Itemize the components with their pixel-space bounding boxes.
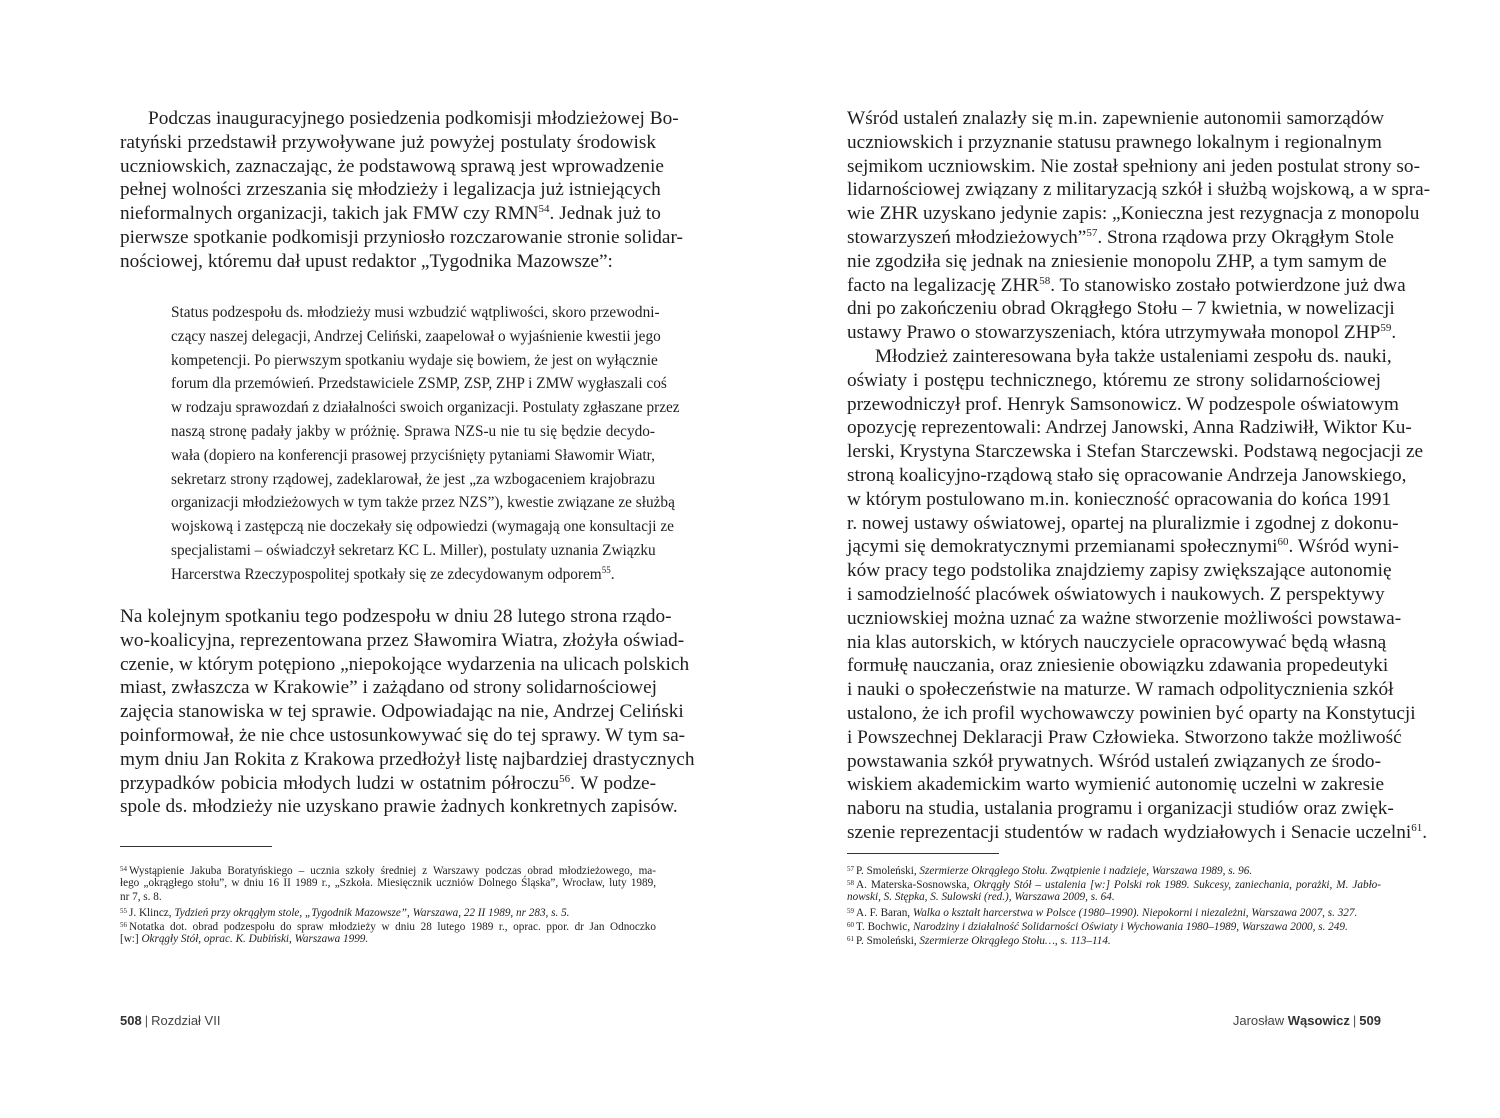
text-segment: . — [610, 565, 615, 583]
footnote-title: Okrągły Stół – ustalenia [w:] Polski rok 1989. Sukcesy, zaniechania, porażki, M. Jabło- — [973, 879, 1381, 891]
footnote-ref-61[interactable]: 61 — [1411, 821, 1423, 834]
footnote-ref-57[interactable]: 57 — [1086, 226, 1098, 239]
text-line: uczniowskich, zaznaczając, że podstawową sprawą jest wprowadzenie — [120, 155, 664, 177]
text-segment: . To stanowisko zostało potwierdzone już dwa — [1050, 274, 1406, 296]
left-paragraph-2 — [120, 605, 695, 819]
text-line: ków pracy tego podstolika znajdziemy zapisy zwiększające autonomię — [847, 560, 1392, 582]
footnote-number: 60 — [847, 921, 854, 929]
quote-line — [171, 563, 655, 587]
text-line: sejmikom uczniowskim. Nie został spełniony ani jeden postulat strony so- — [847, 155, 1420, 177]
text-line: naboru na studia, ustalania programu i organizacji studiów oraz zwięk- — [847, 798, 1394, 820]
text-segment: . Wśród wyni- — [1288, 536, 1399, 558]
footnote-61 — [847, 932, 1381, 946]
footnote-separator — [120, 846, 272, 847]
footnote-55 — [120, 904, 656, 918]
footnote-number: 57 — [847, 865, 854, 873]
footnote-60 — [847, 918, 1381, 932]
author-first-name: Jarosław — [1232, 1013, 1285, 1028]
text-line — [847, 274, 1406, 298]
text-line: uczniowskich i przyznanie statusu prawnego lokalnym i regionalnym — [847, 131, 1382, 153]
text-line: pierwsze spotkanie podkomisji przyniosło rozczarowanie stronie solidar- — [120, 226, 683, 248]
text-line: Na kolejnym spotkaniu tego podzespołu w dniu 28 lutego strona rządo- — [120, 606, 672, 627]
text-segment: . W podze- — [570, 772, 656, 794]
author-last-name: Wąsowicz — [1287, 1013, 1350, 1028]
text-line: stroną koalicyjno-rządową stało się opracowanie Andrzeja Janowskiego, — [847, 464, 1407, 486]
text-line — [847, 535, 1399, 559]
quote-line: wała (dopiero na konferencji prasowej przyciśnięty pytaniami Sławomir Wiatr, — [171, 446, 655, 464]
text-segment: przypadków pobicia młodych ludzi w ostatnim półroczu — [120, 772, 560, 794]
text-line — [847, 321, 1397, 345]
block-quote — [171, 301, 680, 587]
footnote-number: 54 — [120, 865, 127, 873]
text-line — [847, 821, 1428, 845]
footnote-ref-54[interactable]: 54 — [538, 203, 550, 216]
footnote-line: nr 7, s. 8. — [120, 891, 162, 903]
footnote-text: P. Smoleński, — [856, 865, 920, 877]
text-segment: jącymi się demokratycznymi przemianami społecznymi — [847, 536, 1278, 558]
footnote-text: P. Smoleński, — [856, 935, 920, 947]
text-line: przewodniczył prof. Henryk Samsonowicz. W podzespole oświatowym — [847, 393, 1399, 415]
footnote-title: Walka o kształt harcerstwa w Polsce (1980–1990). Niepokorni i niezależni, Warszawa 2007, s. 327. — [912, 907, 1358, 919]
footnote-title: Tydzień przy okrągłym stole, „Tygodnik Mazowsze”, Warszawa, 22 II 1989, nr 283, s. 5. — [174, 907, 570, 919]
text-line: Podczas inauguracyjnego posiedzenia podkomisji młodzieżowej Bo- — [148, 108, 679, 129]
footnote-line: łego „okrągłego stołu”, w dniu 16 II 1989 r., „Szkoła. Miesięcznik uczniów Dolnego Śląska”, Wrocław, luty 1989, — [120, 877, 656, 889]
text-segment: stowarzyszeń młodzieżowych” — [847, 226, 1087, 248]
footnote-line — [120, 932, 656, 946]
quote-line: sekretarz strony rządowej, zadeklarował, że jest „za wzbogaceniem krajobrazu — [171, 470, 655, 488]
right-page-footer — [1233, 1013, 1381, 1028]
text-line: mym dniu Jan Rokita z Krakowa przedłożył listę najbardziej drastycznych — [120, 748, 695, 770]
text-line: miast, zwłaszcza w Krakowie” i zażądano od strony solidarnościowej — [120, 677, 658, 699]
text-line: wo-koalicyjna, reprezentowana przez Sławomira Wiatra, złożyła oświad- — [120, 629, 685, 651]
text-line: Młodzież zainteresowana była także ustaleniami zespołu ds. nauki, — [875, 345, 1392, 367]
text-segment: Harcerstwa Rzeczypospolitej spotkały się ze zdecydowanym odporem — [171, 565, 602, 583]
quote-line: Status podzespołu ds. młodzieży musi wzbudzić wątpliwości, skoro przewodni- — [171, 304, 660, 321]
footnotes-left — [120, 862, 656, 946]
text-line: oświaty i postępu technicznego, któremu ze strony solidarnościowej — [847, 369, 1381, 391]
footnote-number: 56 — [120, 921, 127, 929]
footnote-title: Okrągły Stół, oprac. K. Dubiński, Warszawa 1999. — [141, 933, 369, 945]
quote-line: organizacji młodzieżowych w tym także przez NZS”), kwestie związane ze służbą — [171, 494, 675, 512]
footnote-56 — [120, 918, 656, 932]
text-line: Wśród ustaleń znalazły się m.in. zapewnienie autonomii samorządów — [847, 108, 1385, 129]
text-line: r. nowej ustawy oświatowej, opartej na pluralizmie i zgodnej z dokonu- — [847, 512, 1399, 534]
text-segment: . — [1422, 821, 1428, 843]
text-line: pełnej wolności zrzeszania się młodzieży i legalizacja już istniejących — [120, 179, 661, 201]
footnote-ref-58[interactable]: 58 — [1039, 274, 1051, 287]
text-line: uczniowskiej można uznać za ważne stworzenie możliwości powstawa- — [847, 607, 1402, 629]
text-line: nia klas autorskich, w których nauczyciele opracowywać będą własną — [847, 631, 1387, 653]
text-line: spole ds. młodzieży nie uzyskano prawie żadnych konkretnych zapisów. — [120, 796, 678, 818]
text-segment: ustawy Prawo o stowarzyszeniach, która utrzymywała monopol ZHP — [847, 322, 1381, 344]
footnote-text: [w:] — [120, 933, 142, 945]
text-segment: facto na legalizację ZHR — [847, 274, 1040, 296]
text-line: ratyński przedstawił przywoływane już powyżej postulaty środowisk — [120, 131, 656, 153]
footnote-text: J. Klincz, — [129, 907, 175, 919]
text-line: poinformował, że nie chce ustosunkowywać się do tej sprawy. W tym sa- — [120, 724, 686, 746]
text-line: lerski, Krystyna Starczewska i Stefan Starczewski. Podstawą negocjacji ze — [847, 441, 1424, 463]
footer-separator: | — [1352, 1013, 1357, 1028]
text-segment: . Jednak już to — [549, 203, 661, 225]
text-line: nościowej, któremu dał upust redaktor „Tygodnika Mazowsze”: — [120, 250, 613, 272]
footnote-ref-56[interactable]: 56 — [559, 772, 571, 785]
footnote-text: Wystąpienie Jakuba Boratyńskiego – ucznia szkoły średniej z Warszawy podczas obrad młodzieżowego, ma- — [129, 865, 656, 877]
footnote-title: Szermierze Okrągłego Stołu…, s. 113–114. — [919, 935, 1111, 947]
left-paragraph-1 — [120, 107, 683, 274]
quote-line: wojskową i zastępczą nie doczekały się odpowiedzi (wymagają one konsultacji ze — [171, 518, 674, 536]
footnote-text: A. F. Baran, — [856, 907, 913, 919]
text-line: i nauki o społeczeństwie na maturze. W ramach odpolitycznienia szkół — [847, 679, 1394, 701]
text-line: powstawania szkół prywatnych. Wśród ustaleń związanych ze środo- — [847, 750, 1381, 772]
text-segment: szenie reprezentacji studentów w radach wydziałowych i Senacie uczelni — [847, 821, 1412, 843]
footnote-text: Notatka dot. obrad podzespołu do spraw młodzieży w dniu 28 lutego 1989 r., oprac. ppor. dr Jan Odnoczko — [129, 921, 656, 933]
quote-line: w rodzaju sprawozdań z działalności swoich organizacji. Postulaty zgłaszane przez — [171, 399, 680, 417]
footnote-line — [847, 890, 1381, 904]
text-line: dni po zakończeniu obrad Okrągłego Stołu – 7 kwietnia, w nowelizacji — [847, 298, 1395, 320]
text-line: wiskiem akademickim warto wymienić autonomię uczelni w zakresie — [847, 774, 1385, 796]
footnote-ref-60[interactable]: 60 — [1277, 536, 1289, 549]
text-segment: . Strona rządowa przy Okrągłym Stole — [1097, 226, 1394, 248]
footnote-number: 61 — [847, 935, 854, 943]
text-line: i samodzielność placówek oświatowych i naukowych. Z perspektywy — [847, 583, 1385, 605]
quote-line: forum dla przemówień. Przedstawiciele ZSMP, ZSP, ZHP i ZMW wygłaszali coś — [171, 375, 667, 393]
right-body-text — [847, 107, 1431, 845]
footnote-number: 59 — [847, 907, 854, 915]
text-segment: nieformalnych organizacji, takich jak FMW czy RMN — [120, 203, 539, 225]
footer-separator: | — [144, 1013, 149, 1028]
left-page-footer — [120, 1013, 220, 1028]
footnote-54 — [120, 862, 656, 876]
footnote-ref-59[interactable]: 59 — [1380, 322, 1392, 335]
quote-line: specjalistami – oświadczył sekretarz KC L. Miller), postulaty uznania Związku — [171, 541, 656, 559]
quote-line: czący naszej delegacji, Andrzej Celiński, zaapelował o wyjaśnienie kwestii jego — [171, 327, 661, 345]
text-line: i Powszechnej Deklaracji Praw Człowieka. Stworzono także możliwość — [847, 726, 1402, 748]
footnote-57 — [847, 862, 1381, 876]
chapter-label: Rozdział VII — [151, 1013, 221, 1028]
footnote-text: T. Bochwic, — [856, 921, 913, 933]
footnote-ref-55[interactable]: 55 — [601, 564, 611, 575]
right-page — [750, 0, 1500, 1118]
text-line — [847, 226, 1394, 250]
quote-line: kompetencji. Po pierwszym spotkaniu wydaje się bowiem, że jest on wyłącznie — [171, 351, 658, 369]
page-number: 508 — [120, 1013, 142, 1028]
footnote-separator — [847, 853, 999, 854]
text-line: czenie, w którym potępiono „niepokojące wydarzenia na ulicach polskich — [120, 653, 690, 675]
footnote-title: Narodziny i działalność Solidarności Oświaty i Wychowania 1980–1989, Warszawa 2000, s. 249. — [912, 921, 1348, 933]
footnote-title: nowski, S. Stępka, S. Sulowski (red.), Warszawa 2009, s. 64. — [847, 891, 1115, 903]
footnotes-right — [847, 862, 1381, 946]
text-line: wie ZHR uzyskano jedynie zapis: „Konieczna jest rezygnacja z monopolu — [847, 203, 1420, 225]
text-line: ustalono, że ich profil wychowawczy powinien być oparty na Konstytucji — [847, 702, 1416, 724]
text-line — [120, 202, 661, 226]
text-line: formułę nauczania, oraz zniesienie obowiązku zdawania propedeutyki — [847, 655, 1389, 677]
text-line: opozycję reprezentowali: Andrzej Janowski, Anna Radziwiłł, Wiktor Ku- — [847, 417, 1412, 439]
footnote-59 — [847, 904, 1381, 918]
quote-line: naszą stronę padały jakby w próżnię. Sprawa NZS-u nie tu się będzie decydo- — [171, 422, 655, 440]
page-number: 509 — [1359, 1013, 1381, 1028]
footnote-title: Szermierze Okrągłego Stołu. Zwątpienie i nadzieje, Warszawa 1989, s. 96. — [919, 865, 1253, 877]
footnote-number: 55 — [120, 907, 127, 915]
text-line: zajęcia stanowiska w tej sprawie. Odpowiadając na nie, Andrzej Celiński — [120, 701, 684, 723]
text-line — [120, 772, 656, 796]
footnote-number: 58 — [847, 879, 854, 887]
footnote-text: A. Materska-Sosnowska, — [856, 879, 974, 891]
footnote-58 — [847, 876, 1381, 890]
text-line: nie zgodziła się jednak na zniesienie monopolu ZHP, a tym samym de — [847, 250, 1387, 272]
text-line: w którym postulowano m.in. konieczność opracowania do końca 1991 — [847, 488, 1392, 510]
text-segment: . — [1391, 322, 1397, 344]
text-line: lidarnościowej związany z militaryzacją szkół i służbą wojskową, a w spra- — [847, 179, 1431, 201]
